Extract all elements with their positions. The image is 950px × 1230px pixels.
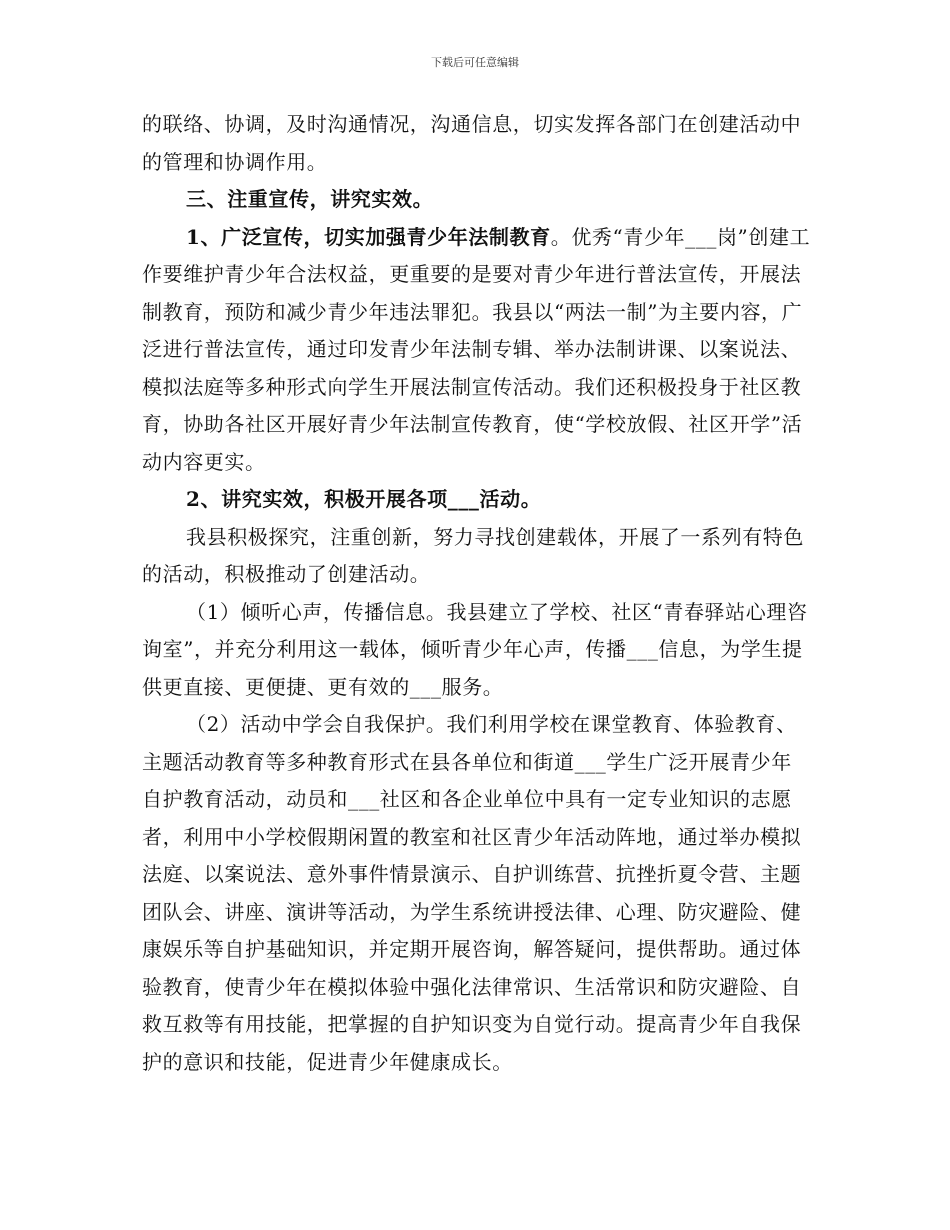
paragraph-text: 我县积极探究，注重创新，努力寻找创建载体，开展了一系列有特色的活动，积极推动了创建活动。 [142, 524, 804, 586]
paragraph-exploration [142, 519, 812, 594]
document-body [142, 106, 812, 1081]
paragraph-text: 的联络、协调，及时沟通情况，沟通信息，切实发挥各部门在创建活动中的管理和协调作用。 [142, 112, 802, 174]
paragraph-item-2 [142, 706, 812, 1081]
paragraph-publicity [142, 219, 812, 482]
subheading-activities-paragraph [142, 481, 812, 519]
subheading-publicity: 1、广泛宣传，切实加强青少年法制教育 [186, 224, 551, 249]
section-heading-3 [142, 181, 812, 219]
paragraph-text: （1）倾听心声，传播信息。我县建立了学校、社区“青春驿站心理咨询室”，并充分利用这一载体，倾听青少年心声，传播___信息，为学生提供更直接、更便捷、更有效的___服务。 [142, 599, 808, 699]
subheading-activities: 2、讲究实效，积极开展各项___活动。 [186, 487, 542, 511]
page-header: 下载后可任意编辑 [431, 56, 519, 69]
paragraph-text: （2）活动中学会自我保护。我们利用学校在课堂教育、体验教育、主题活动教育等多种教育形式在县各单位和街道___学生广泛开展青少年自护教育活动，动员和___社区和各企业单位中具有一定专业知识的志愿者，利用中小学校假期闲置的教室和社区青少年活动阵地，通过举办模拟法庭、以案说法、意外事件情景演示、自护训练营、抗挫折夏令营、主题团队会、讲座、演讲等活动，为学生系统讲授法律、心理、防灾避险、健康娱乐等自护基础知识，并定期开展咨询，解答疑问，提供帮助。通过体验教育，使青少年在模拟体验中强化法律常识、生活常识和防灾避险、自救互救等有用技能，把掌握的自护知识变为自觉行动。提高青少年自我保护的意识和技能，促进青少年健康成长。 [142, 712, 802, 1074]
section-heading-text: 三、注重宣传，讲究实效。 [186, 187, 434, 211]
paragraph-text: 。优秀“青少年___岗”创建工作要维护青少年合法权益，更重要的是要对青少年进行普法宣传，开展法制教育，预防和减少青少年违法罪犯。我县以“两法一制”为主要内容，广泛进行普法宣传，通过印发青少年法制专辑、举办法制讲课、以案说法、模拟法庭等多种形式向学生开展法制宣传活动。我们还积极投身于社区教育，协助各社区开展好青少年法制宣传教育，使“学校放假、社区开学”活动内容更实。 [142, 224, 811, 474]
paragraph-coordination [142, 106, 812, 181]
paragraph-item-1 [142, 594, 812, 707]
